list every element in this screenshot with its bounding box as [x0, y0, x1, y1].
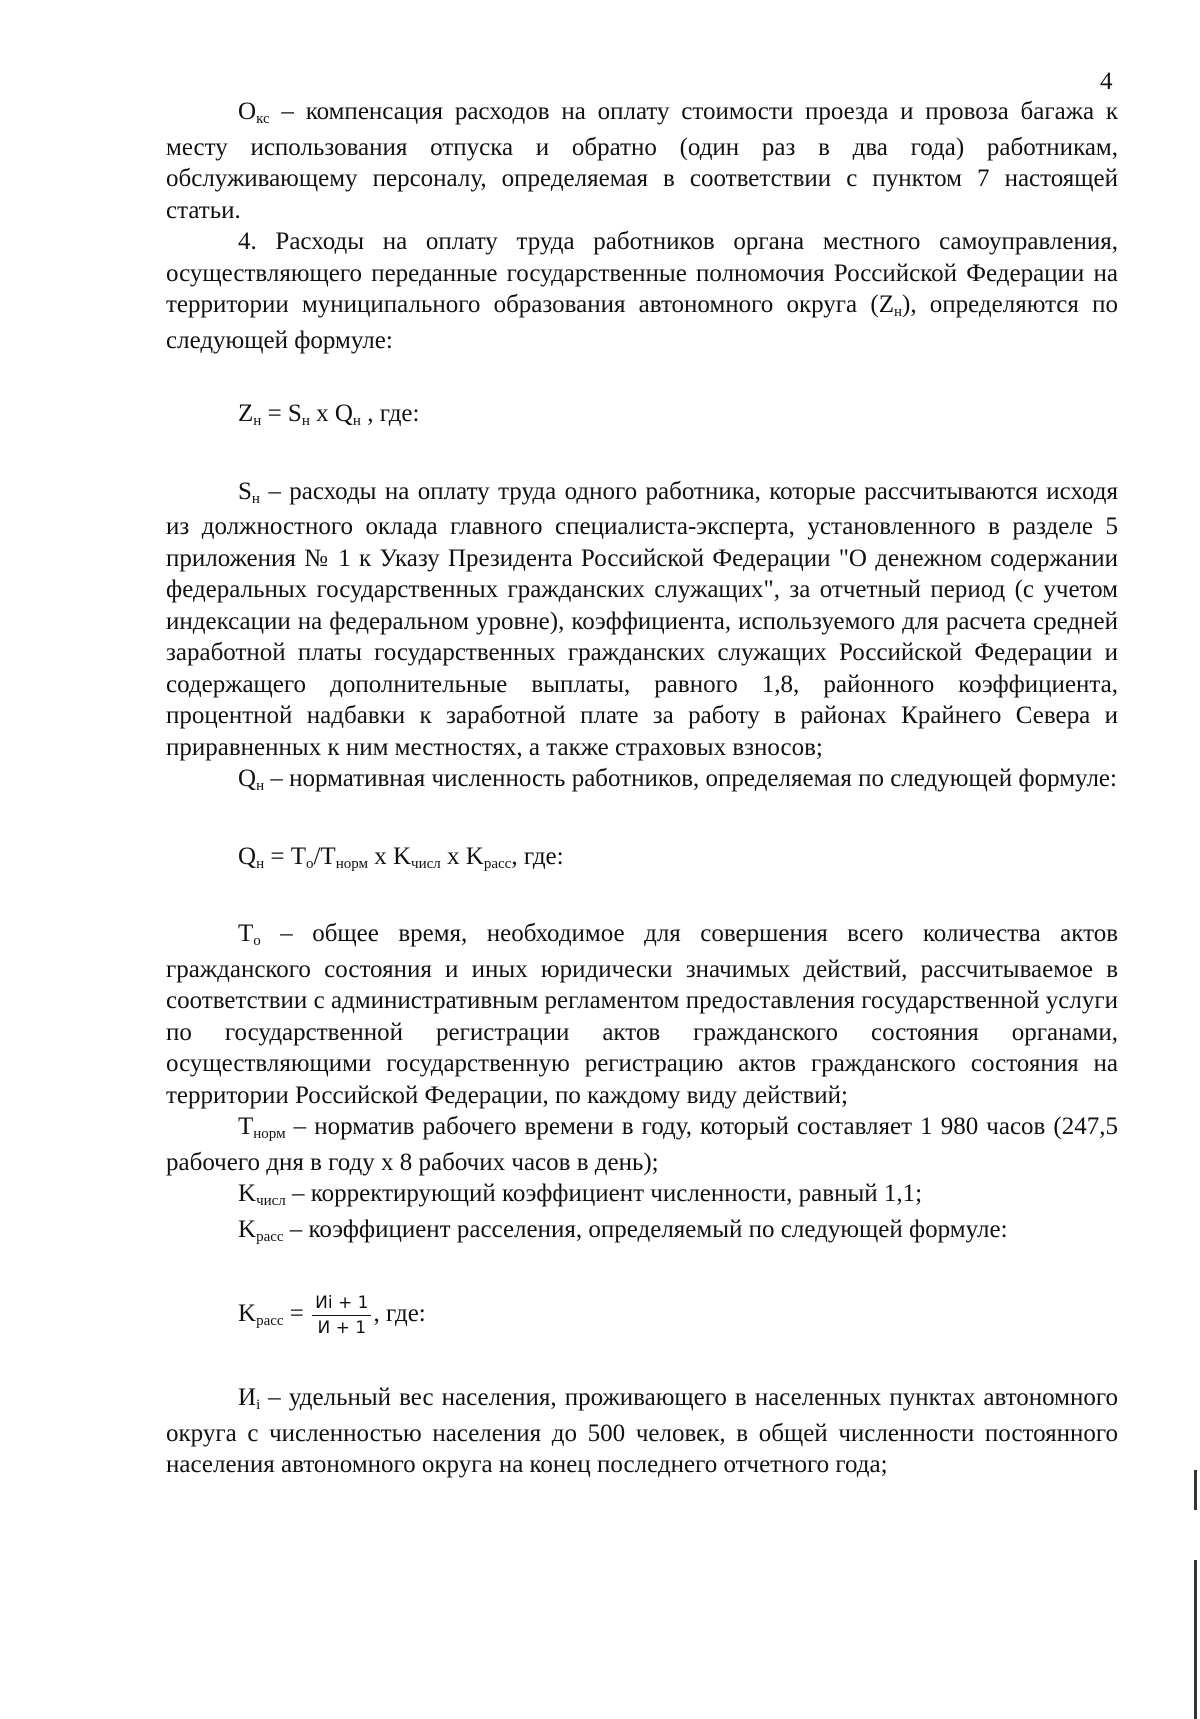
scan-edge-mark [1194, 1470, 1197, 1510]
page-number: 4 [1100, 68, 1113, 95]
scan-edge-mark [1194, 1560, 1197, 1719]
formula-zn: Zн = Sн x Qн , где: [238, 400, 420, 429]
fraction-denominator: И + 1 [317, 1318, 367, 1338]
fraction-numerator: Иi + 1 [312, 1291, 371, 1316]
paragraph-t0: Tо – общее время, необходимое для совершения всего количества актов гражданского состояния и иных юридически значимых действий, рассчитываемое в соответствии с административным регламентом предоставления государственной услуги по государственной регистрации актов гражданского состояния органами, осуществляющими государственную регистрацию актов гражданского состояния на территории Российской Федерации, по каждому виду действий; [166, 920, 1118, 1109]
paragraph-sn: Sн – расходы на оплату труда одного работника, которые рассчитываются исходя из должностного оклада главного специалиста-эксперта, установленного в разделе 5 приложения № 1 к Указу Президента Российской Федерации "О денежном содержании федеральных государственных гражданских служащих", за отчетный период (с учетом индексации на федеральном уровне), коэффициента, используемого для расчета средней заработной платы государственных гражданских служащих Российской Федерации и содержащего дополнительные выплаты, равного 1,8, районного коэффициента, процентной надбавки к заработной плате за работу в районах Крайнего Севера и приравненных к ним местностях, а также страховых взносов; [166, 477, 1118, 761]
paragraph-tnorm: Tнорм – норматив рабочего времени в году, который составляет 1 980 часов (247,5 рабочего дня в году х 8 рабочих часов в день); [166, 1113, 1118, 1176]
formula-krass: Kрасс = $\frac{Иi + 1}{И + 1}$ , где: [238, 1293, 426, 1338]
paragraph-4: 4. Расходы на оплату труда работников органа местного самоуправления, осуществляющего переданные государственные полномочия Российской Федерации на территории муниципального образования автономного округа (Zн), определяются по следующей формуле: [166, 228, 1118, 354]
formula-qn: Qн = Tо/Tнорм x Kчисл x Kрасс, где: [238, 842, 564, 872]
paragraph-ii: Иi – удельный вес населения, проживающего в населенных пунктах автономного округа с численностью населения до 500 человек, в общей численности постоянного населения автономного округа на конец последнего отчетного года; [166, 1384, 1118, 1478]
paragraph-kchisl: Kчисл – корректирующий коэффициент численности, равный 1,1; [238, 1180, 923, 1209]
paragraph-krass: Kрасс – коэффициент расселения, определяемый по следующей формуле: [238, 1215, 1008, 1245]
paragraph-qn: Qн – нормативная численность работников, определяемая по следующей формуле: [238, 765, 1117, 794]
document-body [166, 96, 1118, 1481]
fraction [312, 1291, 371, 1340]
paragraph-oks: Окс – компенсация расходов на оплату стоимости проезда и провоза багажа к месту использования отпуска и обратно (один раз в два года) работникам, обслуживающему персоналу, определяемая в соответствии с пунктом 7 настоящей статьи. [166, 98, 1118, 224]
